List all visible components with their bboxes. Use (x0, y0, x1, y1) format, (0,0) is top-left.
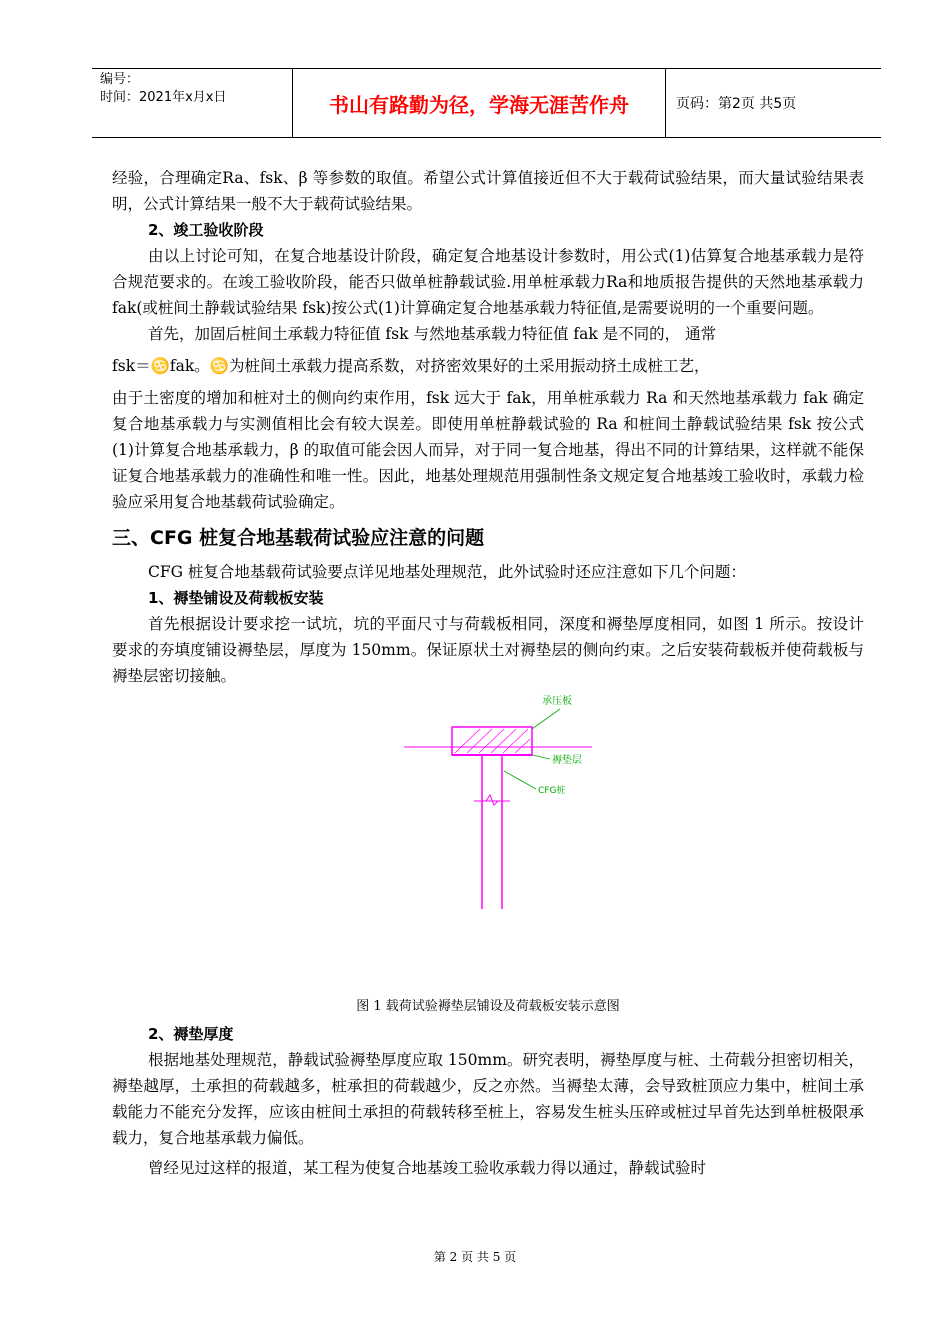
header-motto: 书山有路勤为径，学海无涯苦作舟 (293, 69, 666, 137)
subheading: 1、褥垫铺设及荷载板安装 (148, 589, 324, 607)
header-page: 页码：第2页 共5页 (676, 96, 797, 112)
page-footer: 第 2 页 共 5 页 (433, 1250, 517, 1264)
paragraph: 由以上讨论可知，在复合地基设计阶段，确定复合地基设计参数时，用公式(1)估算复合地基承载力是符合规范要求的。在竣工验收阶段，能否只做单桩静载试验.用单桩承载力Ra和地质报告提供的天然地基承载力 fak(或桩间土静载试验结果 fsk)按公式(1)计算确定复合地基承载力特征值,是需要说明的一个重要问题。 (112, 247, 864, 317)
leader-cushion (532, 755, 550, 759)
plate-hatch (455, 729, 530, 753)
figure-1 (112, 689, 864, 989)
paragraph: 曾经见过这样的报道，某工程为使复合地基竣工验收承载力得以通过，静载试验时 (148, 1159, 707, 1177)
header-number: 编号： (100, 72, 140, 87)
label-plate: 承压板 (542, 696, 572, 707)
subheading: 2、褥垫厚度 (148, 1025, 234, 1043)
paragraph: 由于土密度的增加和桩对土的侧向约束作用，fsk 远大于 fak，用单桩承载力 Ra 和天然地基承载力 fak 确定复合地基承载力与实测值相比会有较大误差。即使用单桩静载试验的 Ra 和桩间土静载试验结果 fsk 按公式(1)计算复合地基承载力，β 的取值可能会因人而异，对于同一复合地基，得出不同的计算结果，这样就不能保证复合地基承载力的准确性和唯一性。因此，地基处理规范用强制性条文规定复合地基竣工验收时，承载力检验应采用复合地基载荷试验确定。 (112, 389, 864, 511)
pile-break-mark (486, 795, 498, 805)
figure-diagram (112, 689, 864, 989)
paragraph: 经验，合理确定Ra、fsk、β 等参数的取值。希望公式计算值接近但不大于载荷试验结果，而大量试验结果表明，公式计算结果一般不大于载荷试验结果。 (112, 169, 864, 213)
paragraph: 首先根据设计要求挖一试坑，坑的平面尺寸与荷载板相同，深度和褥垫厚度相同，如图 1 所示。按设计要求的夯填度铺设褥垫层，厚度为 150mm。保证原状土对褥垫层的侧向约束。之后安装荷载板并使荷载板与褥垫层密切接触。 (112, 615, 864, 685)
page-header (92, 68, 881, 138)
leader-plate (532, 709, 560, 729)
label-cushion: 褥垫层 (552, 755, 582, 766)
leader-pile (504, 771, 536, 789)
figure-caption: 图 1 载荷试验褥垫层铺设及荷载板安装示意图 (356, 999, 620, 1014)
paragraph: CFG 桩复合地基载荷试验要点详见地基处理规范，此外试验时还应注意如下几个问题： (148, 563, 746, 581)
paragraph: 首先，加固后桩间土承载力特征值 fsk 与然地基承载力特征值 fak 是不同的， 通常 (148, 325, 717, 343)
section-heading: 三、CFG 桩复合地基载荷试验应注意的问题 (112, 527, 485, 549)
paragraph: fsk＝♋fak。♋为桩间土承载力提高系数，对挤密效果好的土采用振动挤土成桩工艺， (112, 357, 710, 375)
subheading: 2、竣工验收阶段 (148, 221, 264, 239)
header-time: 时间：2021年x月x日 (100, 90, 227, 105)
paragraph: 根据地基处理规范，静载试验褥垫厚度应取 150mm。研究表明，褥垫厚度与桩、土荷载分担密切相关，褥垫越厚，土承担的荷载越多，桩承担的荷载越少，反之亦然。当褥垫太薄，会导致桩顶应力集中，桩间土承载能力不能充分发挥，应该由桩间土承担的荷载转移至桩上，容易发生桩头压碎或桩过早首先达到单桩极限承载力，复合地基承载力偏低。 (112, 1051, 864, 1147)
document-body (112, 165, 864, 1181)
label-pile: CFG桩 (538, 786, 566, 796)
header-meta (92, 69, 293, 137)
